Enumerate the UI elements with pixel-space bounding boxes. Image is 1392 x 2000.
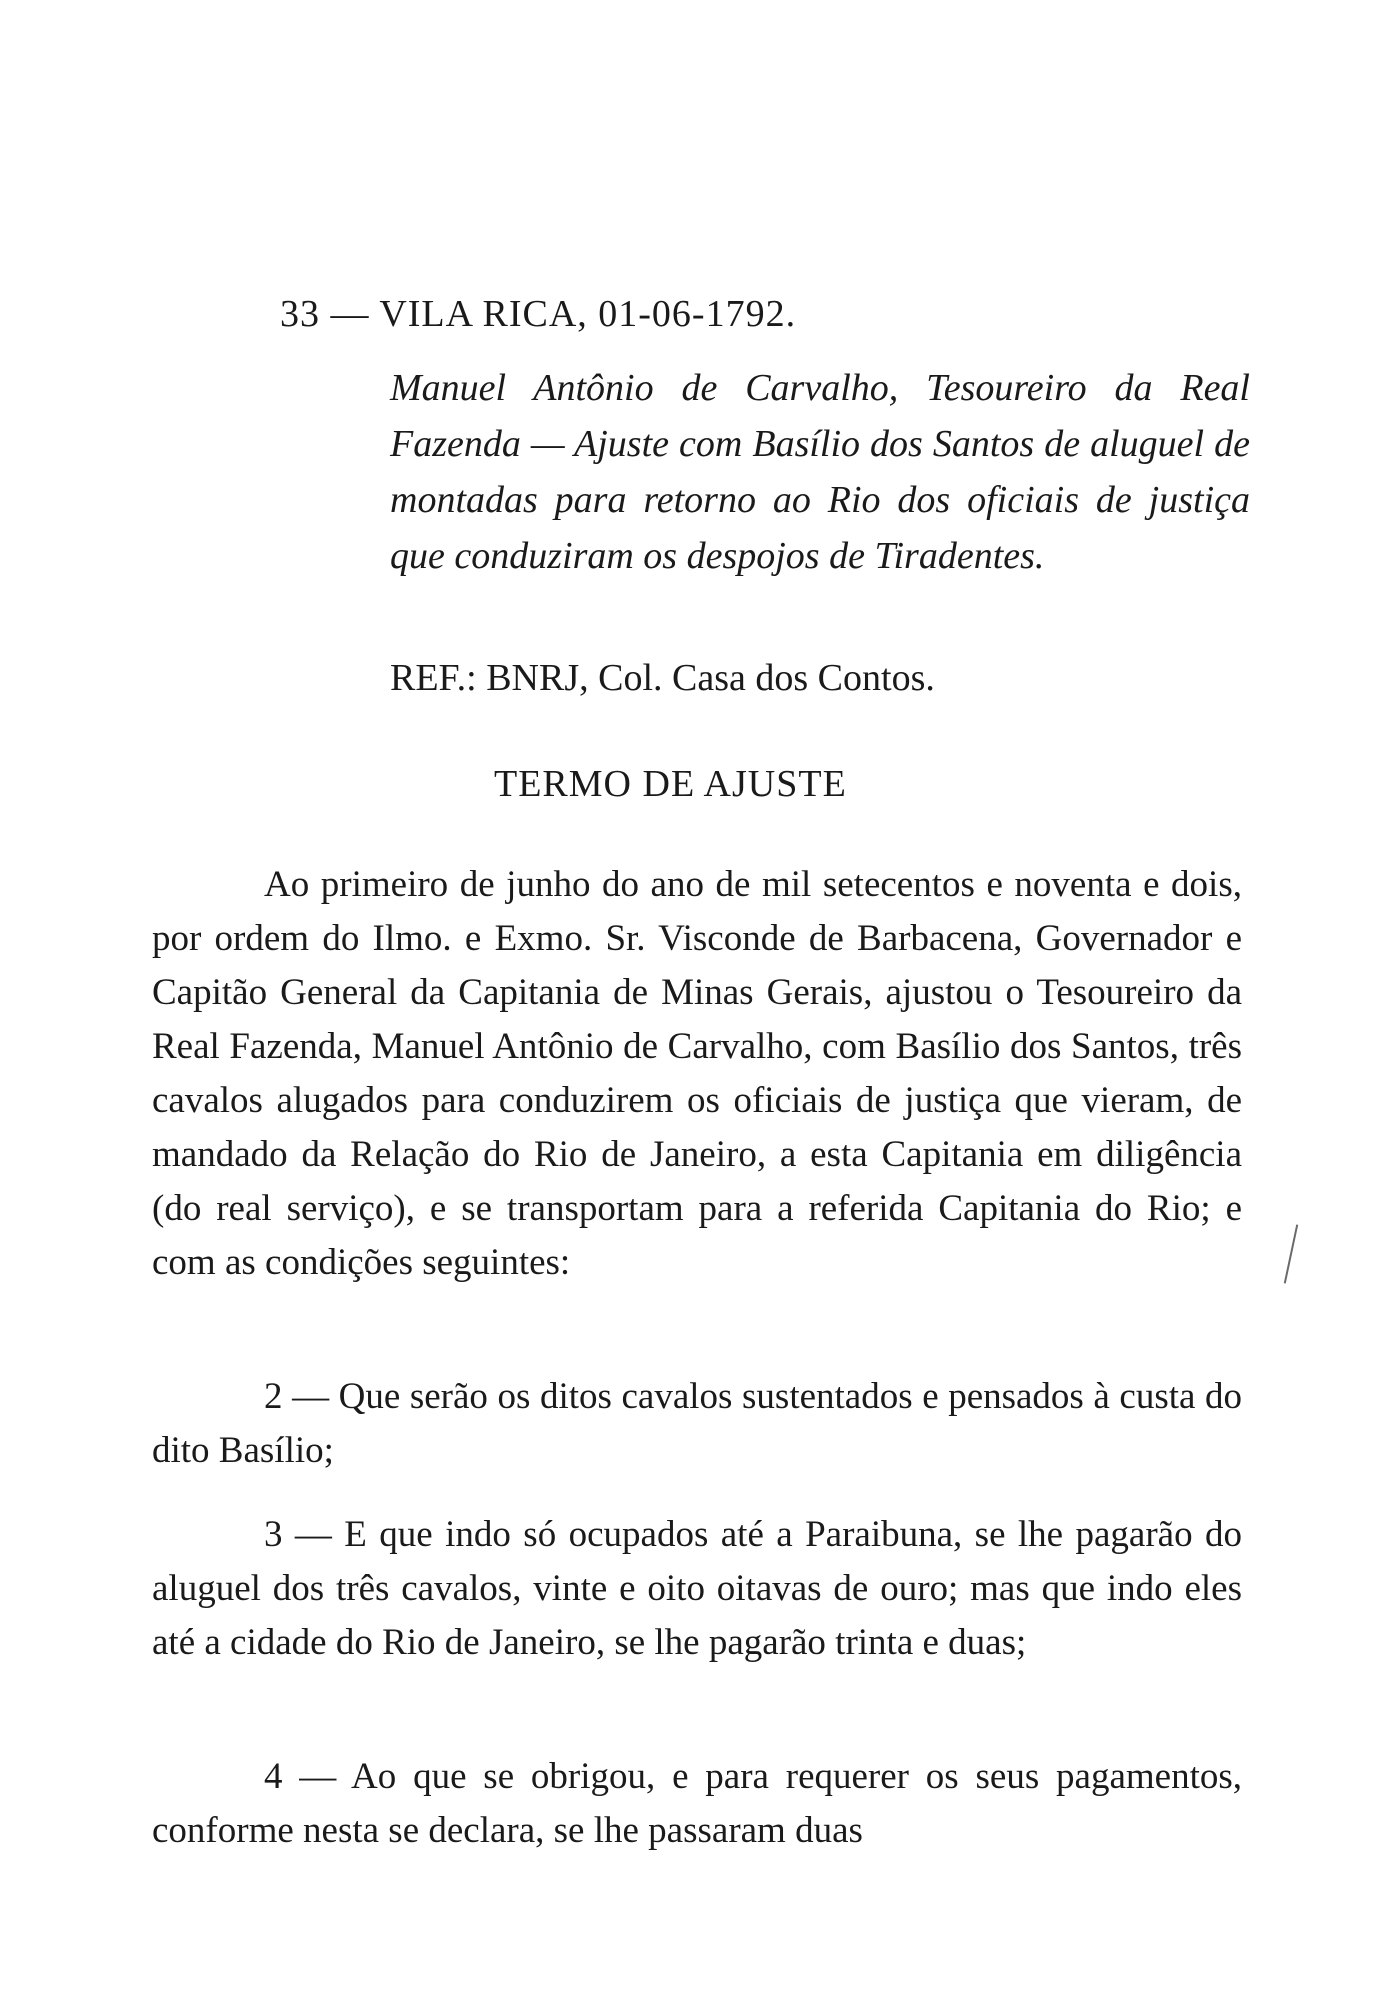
margin-pencil-mark (1284, 1224, 1298, 1283)
paragraph-2: 2 — Que serão os ditos cavalos sustentados e pensados à custa do dito Basílio; (152, 1376, 1242, 1471)
paragraph-3: 3 — E que indo só ocupados até a Paraibuna, se lhe pagarão do aluguel dos três cavalos, vinte e oito oitavas de ouro; mas que indo eles até a cidade do Rio de Janeiro, se lhe pagarão trinta e duas; (152, 1514, 1242, 1663)
document-summary: Manuel Antônio de Carvalho, Tesoureiro da Real Fazenda — Ajuste com Basílio dos Santos de aluguel de montadas para retorno ao Rio dos oficiais de justiça que conduziram os despojos de Tiradentes. (390, 367, 1250, 577)
paragraph-4: 4 — Ao que se obrigou, e para requerer os seus pagamentos, conforme nesta se declara, se lhe passaram duas (152, 1756, 1242, 1851)
document-reference: REF.: BNRJ, Col. Casa dos Contos. (390, 657, 935, 699)
paragraph-1: Ao primeiro de junho do ano de mil setecentos e noventa e dois, por ordem do Ilmo. e Exmo. Sr. Visconde de Barbacena, Governador e Capitão General da Capitania de Minas Gerais, ajustou o Tesoureiro da Real Fazenda, Manuel Antônio de Carvalho, com Basílio dos Santos, três cavalos alugados para conduzirem os oficiais de justiça que vieram, de mandado da Relação do Rio de Janeiro, a esta Capitania em diligência (do real serviço), e se transportam para a referida Capitania do Rio; e com as condições seguintes: (152, 864, 1242, 1283)
document-heading: 33 — VILA RICA, 01-06-1792. (280, 293, 797, 335)
section-title: TERMO DE AJUSTE (494, 763, 847, 805)
